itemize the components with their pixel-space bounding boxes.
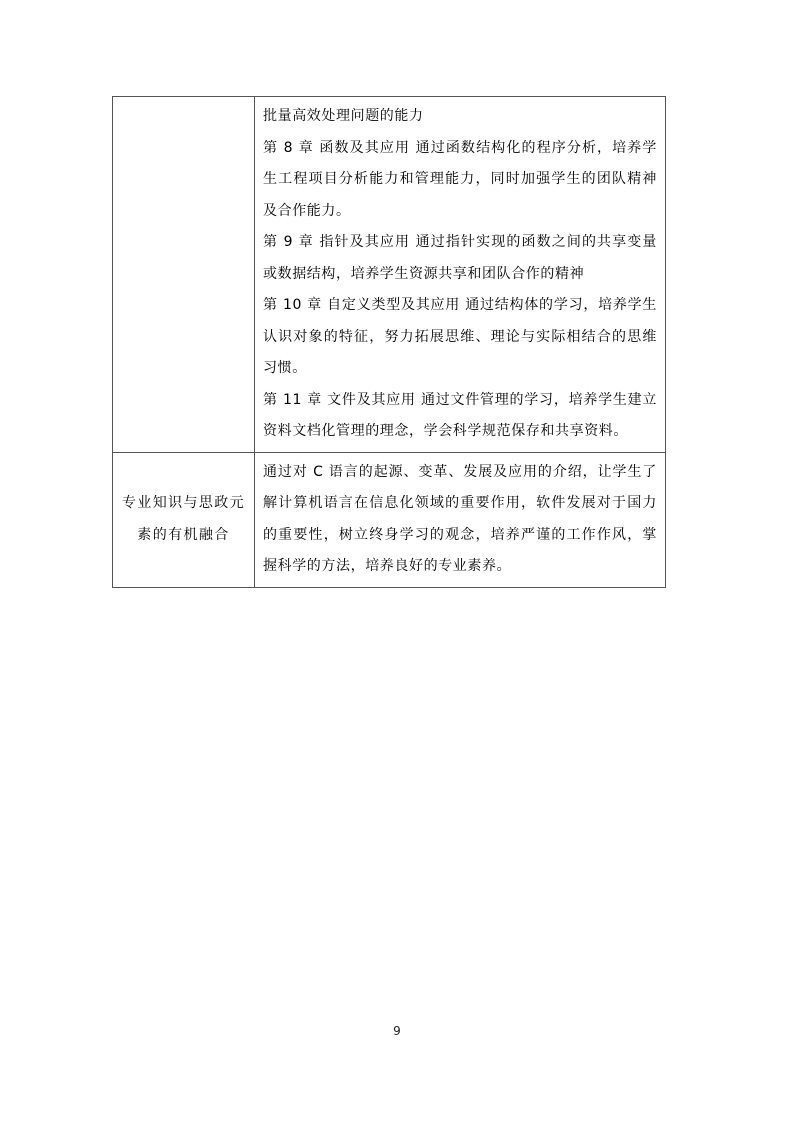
integration-label: 专业知识与思政元素的有机融合 bbox=[121, 495, 246, 543]
chapter-10-paragraph: 第 10 章 自定义类型及其应用 通过结构体的学习，培养学生认识对象的特征，努力拓展思维、理论与实际相结合的思维习惯。 bbox=[263, 297, 657, 376]
chapter-11-paragraph: 第 11 章 文件及其应用 通过文件管理的学习，培养学生建立资料文档化管理的理念，学会科学规范保存和共享资料。 bbox=[263, 391, 657, 439]
chapter-9-paragraph: 第 9 章 指针及其应用 通过指针实现的函数之间的共享变量或数据结构，培养学生资源共享和团队合作的精神 bbox=[263, 234, 657, 282]
chapter-8-paragraph: 第 8 章 函数及其应用 通过函数结构化的程序分析，培养学生工程项目分析能力和管理能力，同时加强学生的团队精神及合作能力。 bbox=[263, 139, 657, 219]
integration-paragraph: 通过对 C 语言的起源、变革、发展及应用的介绍，让学生了解计算机语言在信息化领域的重要作用，软件发展对于国力的重要性，树立终身学习的观念，培养严谨的工作作风，掌握科学的方法，培养良好的专业素养。 bbox=[263, 463, 657, 574]
row-content-cell bbox=[255, 97, 666, 453]
table-row bbox=[113, 97, 666, 453]
course-content-table bbox=[112, 96, 666, 588]
row-label-cell bbox=[113, 97, 255, 453]
content-paragraph: 批量高效处理问题的能力 bbox=[263, 108, 424, 124]
row-content-cell bbox=[255, 452, 666, 587]
row-label-cell bbox=[113, 452, 255, 587]
page-number: 9 bbox=[393, 1024, 401, 1038]
table-row bbox=[113, 452, 666, 587]
